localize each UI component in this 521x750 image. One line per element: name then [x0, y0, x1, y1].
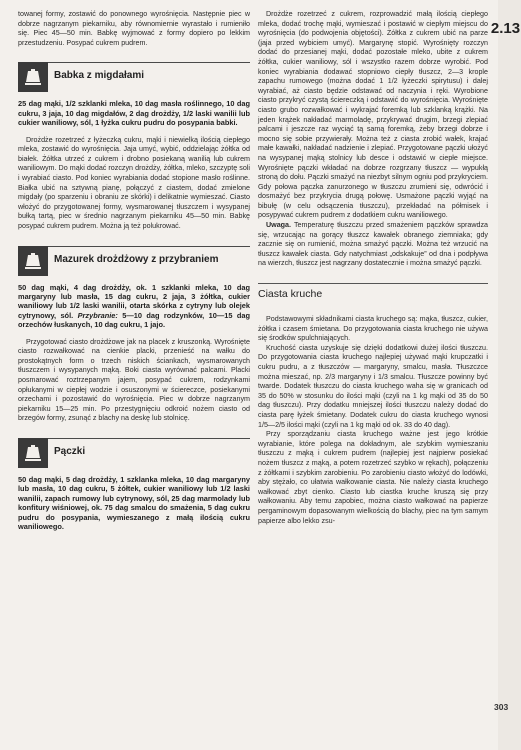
recipe-heading-mazurek: [18, 246, 250, 275]
method-paragraph: Drożdże rozetrzeć z łyżeczką cukru, mąki i niewielką ilością ciepłego mleka, zostawić do wyrośnięcia. Jaja umyć, wybić, oddzielając żółtka od białek. Żółtka utrzeć z cukrem i drobno posiekaną wanilią lub cukrem waniliowym. Do mąki dodać rozczyn drożdży, żółtka, mleko, szczyptę soli i wyrabiać ciasto. Pod koniec wyrabiania dodać stopione masło roślinne. Białka ubić na sztywną pianę, połączyć z ciastem, dodać zmielone migdały (po sparzeniu i obraniu ze skórki) i delikatnie wymieszać. Ciasto włożyć do przygotowanej formy, wysmarowanej tłuszczem i wysypanej bułką tartą, piec w średnio nagrzanym piekarniku 45—50 min. Babkę posypać cukrem pudrem. Można ją też polukrować.: [18, 135, 250, 230]
method-paragraph: Przygotować ciasto drożdżowe jak na placek z kruszonką. Wyrośnięte ciasto rozwałkować na cienkie placki, przenieść na wałku do prostokątnych form o trzech niskich ściankach, wysmarowanych tłuszczem i wysypanych mąką. Boki ciasta wyrównać palcami. Placki posmarować roztrzepanym jajem, posypać cukrem, rodzynkami opłukanymi w ciepłej wodzie i osuszonymi w ściereczce, posiekanymi orzechami i pozostawić do wyrośnięcia. Piec w dobrze nagrzanym piekarniku 15—25 min. Po przestygnięciu odkroić nożem ciasto od brzegów formy, zsunąć z blachy na deskę lub stolnicę.: [18, 337, 250, 423]
baking-form-icon: [18, 246, 48, 276]
page-edge-strip: [498, 0, 521, 750]
garnish-text: 5—10 dag rodzynków, 10—15 dag orzechów łuskanych, 10 dag cukru, 1 jajo.: [18, 310, 250, 330]
note-paragraph: [258, 221, 488, 269]
garnish-label: Przybranie:: [77, 310, 118, 320]
note-text: Temperaturę tłuszczu przed smażeniem pączków sprawdza się, wrzucając na gorący tłuszcz kawałek obranego ziemniaka; gdy zacznie się on rumienić, można smażyć pączki. Można też wrzucić na tłuszcz kawałek ciasta. Gdy natychmiast „odskakuje” od dna i podpływa na wierzch, tłuszcz jest nagrzany dostatecznie i można smażyć pączki.: [258, 221, 488, 268]
ingredients-list: 50 dag mąki, 5 dag drożdży, 1 szklanka mleka, 10 dag margaryny lub masła, 10 dag cukru, 5 żółtek, cukier waniliowy lub 1/2 laski wanilii, zapach rumowy lub cytrynowy, sól, 25 dag marmolady lub konfitury wiśniowej, ok. 75 dag smalcu do smażenia, 5 dag cukru pudru do posypania, wymieszanego z małą ilością cukru waniliowego.: [18, 474, 250, 531]
right-column: [258, 10, 488, 526]
ingredients-list: [18, 283, 250, 330]
recipe-heading-babka: [18, 62, 250, 91]
recipe-heading-paczki: [18, 438, 250, 467]
baking-form-icon: [18, 62, 48, 92]
left-column: [18, 10, 250, 539]
ingredients-list: 25 dag mąki, 1/2 szklanki mleka, 10 dag masła roślinnego, 10 dag cukru, 3 jaja, 10 dag migdałów, 2 dag drożdży, 1/2 laski wanilii lub cukier waniliowy, sól, 1 łyżka cukru pudru do posypania babki.: [18, 99, 250, 128]
intro-paragraph: towanej formy, zostawić do ponownego wyrośnięcia. Następnie piec w dobrze nagrzanym piekarniku, aby równomiernie wyrastało i rumieniło się. Piec 45—50 min. Babkę wyjmować z formy dopiero po lekkim przestudzeniu. Posypać cukrem pudrem.: [18, 10, 250, 47]
ingredients-text: 50 dag mąki, 4 dag drożdży, ok. 1 szklanki mleka, 10 dag margaryny lub masła, 15 dag cukru, 2 jaja, 3 żółtka, cukier waniliowy lub 1/2 laski wanilii, otarta skórka z cytryny lub olejek cytrynowy, sól.: [18, 282, 250, 320]
section-paragraph: Przy sporządzaniu ciasta kruchego ważne jest jego krótkie wyrabianie, które polega na dokładnym, ale szybkim wymieszaniu tłuszczu z mąką i cukrem pudrem (najlepiej jest najpierw posiekać nożem tłuszcz z mąką, a potem rozetrzeć szybko w rękach), połączeniu z żółtkami i szybkim zarobieniu. Po zarobieniu ciasto włożyć do lodówki, aby stężało, co ułatwia wałkowanie ciasta. Nie należy ciasta kruchego wałkować zbyt cienko. Ciasto lub ciastka kruche kruszą się przy wałkowaniu. Aby temu zapobiec, można ciasto wałkować na papierze pergaminowym dopasowanym wielkością do blachy, piec na tym samym papierze albo lekko zsu-: [258, 430, 488, 525]
page-number: 303: [494, 702, 509, 712]
chapter-tab: 2.13: [490, 20, 521, 37]
recipe-title: Mazurek drożdżowy z przybraniem: [54, 253, 219, 265]
section-paragraph: Kruchość ciasta uzyskuje się dzięki dodatkowi dużej ilości tłuszczu. Do przygotowania ciasta kruchego najlepiej używać mąki krupczatki i cukru pudru, a z tłuszczów — margaryny, smalcu, masła. Tłuszczce można mieszać, np. 2/3 margaryny i 1/3 smalcu. Tłuszcze powinny być twarde. Dodatek tłuszczu do ciasta kruchego waha się w granicach od 35 do 50% w stosunku do ilości mąki (czyli na 1 kg mąki od 35 do 50 dag tłuszczu). Przy dodatku mniejszej ilości tłuszczu należy dodać do ciasta parę łyżek śmietany. Dodatek cukru do ciasta kruchego wynosi 1/5—2/5 ilości mąki (czyli na 1 kg mąki od ok. 33 do 40 dag).: [258, 343, 488, 429]
method-paragraph: Drożdże rozetrzeć z cukrem, rozprowadzić małą ilością ciepłego mleka, dodać trochę mąki, wymieszać i postawić w ciepłym miejscu do wyrośnięcia (do podwojenia objętości). Żółtka z cukrem ubić na parze (jaja przed wybiciem umyć). Margarynę stopić. Wyrośnięty rozczyn dodać do przesianej mąki, dodać pozostałe mleko, ubite z cukrem żółtka, cukier waniliowy, sól i wszystko razem dobrze wyrobić. Pod koniec wyrabiania dodawać stopniowo ciepły tłuszcz, 2—3 krople zapachu rumowego (można dodać 1 1/2 łyżeczki spirytusu) i dalej wyrabiać, aż ciasto będzie odstawać od naczynia i ręki. Wyrobione ciasto przykryć czystą ściereczką i odstawić do wyrośnięcia. Wyrośnięte ciasto grubo rozwałkować i wykrajać foremką lub szklanką krążki. Na jeden krążek nakładać marmoladę, przykrywać drugim, brzegi zlepiać palcami i jeszcze raz wyciąć tą samą foremką, żeby brzegi dobrze i mocno się sobie przywierały. Można też z ciasta zrobić wałek, krajać małe kawałki, nakładać nadzienie i zlepiać. Przygotowane pączki ułożyć na wysypanej mąką stolnicy lub desce i odstawić w ciepłe miejsce. Wyrośnięte pączki wkładać na dobrze rozgrzany tłuszcz — wypukłą stroną do dołu. Pączki smażyć na niezbyt silnym ogniu pod przykryciem. Gdy połowa pączka zanurzonego w tłuszczu zrumieni się, odwrócić i dosmażyć bez przykrycia drugą połowę. Usmażone pączki wyjąć na bibułę (w celu odsączenia tłuszczu), przekładać na półmisek i posypywać cukrem pudrem z dodatkiem cukru waniliowego.: [258, 10, 488, 220]
recipe-title: Babka z migdałami: [54, 70, 145, 82]
section-paragraph: Podstawowymi składnikami ciasta kruchego są: mąka, tłuszcz, cukier, żółtka i czasem śmietana. Do przygotowania ciasta kruchego nie używa się środków spulchniających.: [258, 315, 488, 343]
recipe-title: Pączki: [54, 445, 86, 457]
baking-form-icon: [18, 438, 48, 468]
note-label: Uwaga.: [266, 221, 291, 230]
section-title: Ciasta kruche: [258, 283, 488, 307]
